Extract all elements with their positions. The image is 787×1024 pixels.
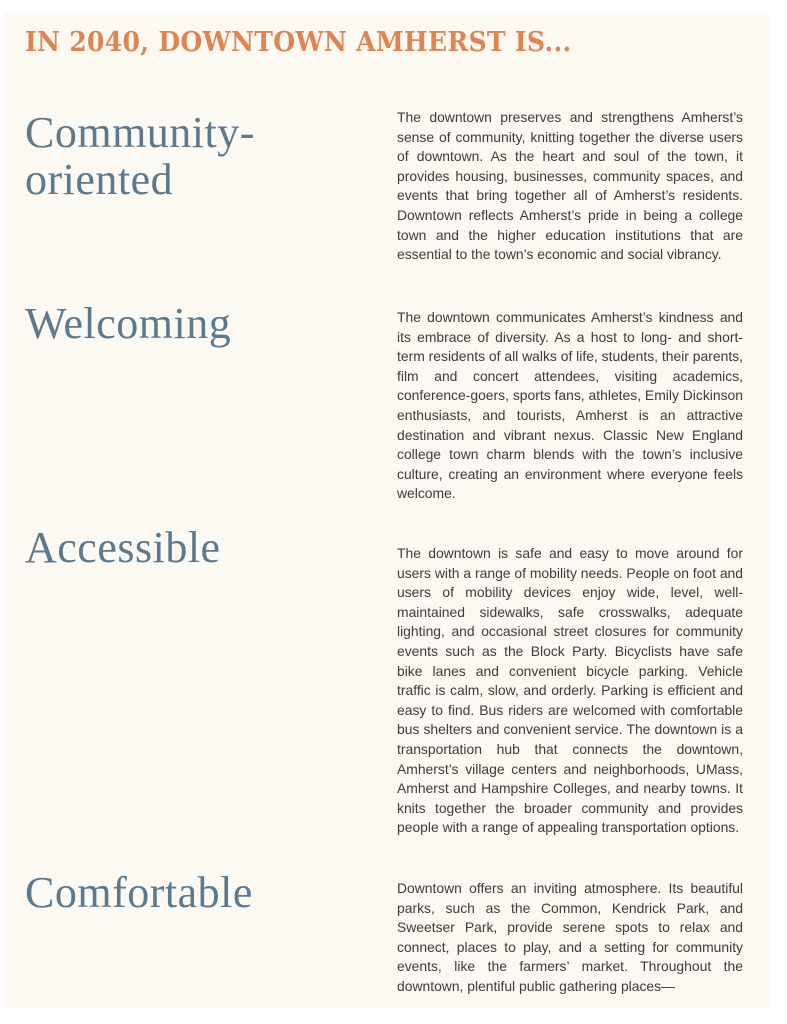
section-heading: Comfortable — [25, 868, 253, 917]
section-heading: Welcoming — [25, 299, 232, 348]
page-title: IN 2040, DOWNTOWN AMHERST IS... — [25, 27, 572, 58]
section-body: The downtown is safe and easy to move around for users with a range of mobility needs. People on foot and users of mobility devices enjoy wide, level, well-maintained sidewalks, safe crosswalks, adequate lighting, and occasional street closures for community events such as the Block Party. Bicyclists have safe bike lanes and convenient bicycle parking. Vehicle traffic is calm, slow, and orderly. Parking is efficient and easy to find. Bus riders are welcomed with comfortable bus shelters and convenient service. The downtown is a transportation hub that connects the downtown, Amherst’s village centers and neighborhoods, UMass, Amherst and Hampshire Colleges, and nearby towns. It knits together the broader community and provides people with a range of appealing transportation options. — [397, 545, 743, 836]
section-heading: Community-oriented — [25, 108, 255, 204]
document-page — [3, 13, 770, 1008]
section-body: The downtown communicates Amherst’s kindness and its embrace of diversity. As a host to long- and short-term residents of all walks of life, students, their parents, film and concert attendees, visiting academics, conference-goers, sports fans, athletes, Emily Dickinson enthusiasts, and tourists, Amherst is an attractive destination and vibrant nexus. Classic New England college town charm blends with the town’s inclusive culture, creating an environment where everyone feels welcome. — [397, 309, 743, 502]
section-body: The downtown preserves and strengthens Amherst’s sense of community, knitting together the diverse users of downtown. As the heart and soul of the town, it provides housing, businesses, community spaces, and events that bring together all of Amherst’s residents. Downtown reflects Amherst’s pride in being a college town and the higher education institutions that are essential to the town’s economic and social vibrancy. — [397, 109, 743, 263]
section-heading: Accessible — [25, 523, 221, 572]
section-body: Downtown offers an inviting atmosphere. Its beautiful parks, such as the Common, Kendrick Park, and Sweetser Park, provide serene spots to relax and connect, places to play, and a setting for community events, like the farmers’ market. Throughout the downtown, plentiful public gathering places— — [397, 880, 743, 994]
